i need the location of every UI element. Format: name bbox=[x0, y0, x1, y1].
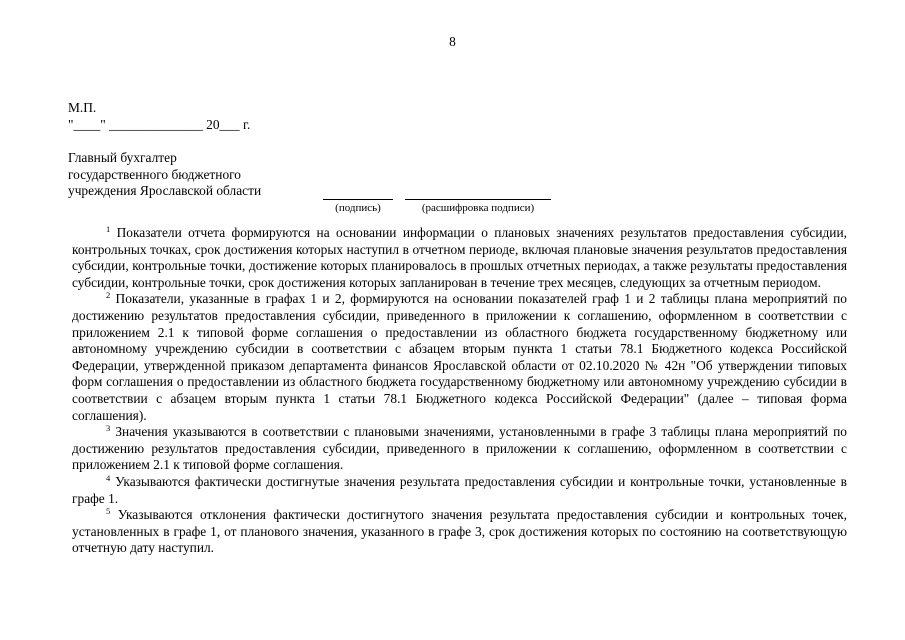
signer-line: Главный бухгалтер bbox=[68, 150, 177, 165]
signer-line: учреждения Ярославской области bbox=[68, 183, 262, 199]
page-number: 8 bbox=[449, 34, 456, 49]
signature-caption: (подпись) bbox=[335, 202, 381, 214]
footnote-number: 5 bbox=[106, 506, 111, 517]
decoding-caption: (расшифровка подписи) bbox=[421, 202, 535, 214]
footnote-text: Указываются отклонения фактически достигнутого значения результата предоставления субсидии и контрольных точек, установленных в графе 1, от планового значения, указанного в графе 3, срок достижения которых по состоянию на соответствующую отчетную дату наступил. bbox=[72, 507, 847, 556]
footnote-number: 4 bbox=[106, 472, 111, 483]
footnote bbox=[72, 225, 847, 291]
footnote-text: Значения указываются в соответствии с плановыми значениями, установленными в графе 3 таблицы плана мероприятий по достижению результатов предоставления субсидии, приведенного в приложении к соглашению, оформленном в соответствии с приложением 2.1 к типовой форме соглашения. bbox=[72, 424, 847, 473]
signer-title bbox=[68, 150, 308, 200]
footnote-text: Показатели отчета формируются на основании информации о плановых значениях результатов предоставления субсидии, контрольных точках, срок достижения которых наступил в отчетном периоде, включая плановые значения результатов предоставления субсидии, контрольные точки, достижение которых планировалось в прошлых отчетных периодах, а также результаты предоставления субсидии, контрольные точки, срок достижения которых запланирован в течение трех месяцев, следующих за отчетным периодом. bbox=[72, 225, 847, 290]
footnote-text: Показатели, указанные в графах 1 и 2, формируются на основании показателей граф 1 и 2 таблицы плана мероприятий по достижению результатов предоставления субсидии, приведенного в приложении к соглашению, оформленном в соответствии с приложением 2.1 к типовой форме соглашения о предоставлении из областного бюджета государственному бюджетному или автономному учреждению субсидии в соответствии с абзацем вторым пункта 1 статьи 78.1 Бюджетного кодекса Российской Федерации, утвержденной приказом департамента финансов Ярославской области от 02.10.2020 № 42н "Об утверждении типовых форм соглашения о предоставлении из областного бюджета государственному бюджетному или автономному учреждению субсидии в соответствии с абзацем вторым пункта 1 статьи 78.1 Бюджетного кодекса Российской Федерации" (далее – типовая форма соглашения). bbox=[72, 291, 847, 423]
footnote-number: 3 bbox=[106, 423, 111, 434]
footnote-number: 1 bbox=[106, 224, 111, 234]
stamp-label: М.П. bbox=[68, 100, 97, 115]
footnote bbox=[72, 474, 847, 507]
signature-line bbox=[323, 186, 393, 200]
footnote bbox=[72, 424, 847, 474]
footnote bbox=[72, 507, 847, 557]
footnote-number: 2 bbox=[106, 290, 111, 301]
footnote bbox=[72, 291, 847, 424]
footnotes bbox=[72, 225, 847, 557]
date-line: "____" ______________ 20___ г. bbox=[68, 117, 251, 132]
decoding-line bbox=[405, 186, 551, 200]
signer-line: государственного бюджетного bbox=[68, 166, 242, 182]
footnote-text: Указываются фактически достигнутые значения результата предоставления субсидии и контрольные точки, установленные в графе 1. bbox=[72, 473, 847, 506]
